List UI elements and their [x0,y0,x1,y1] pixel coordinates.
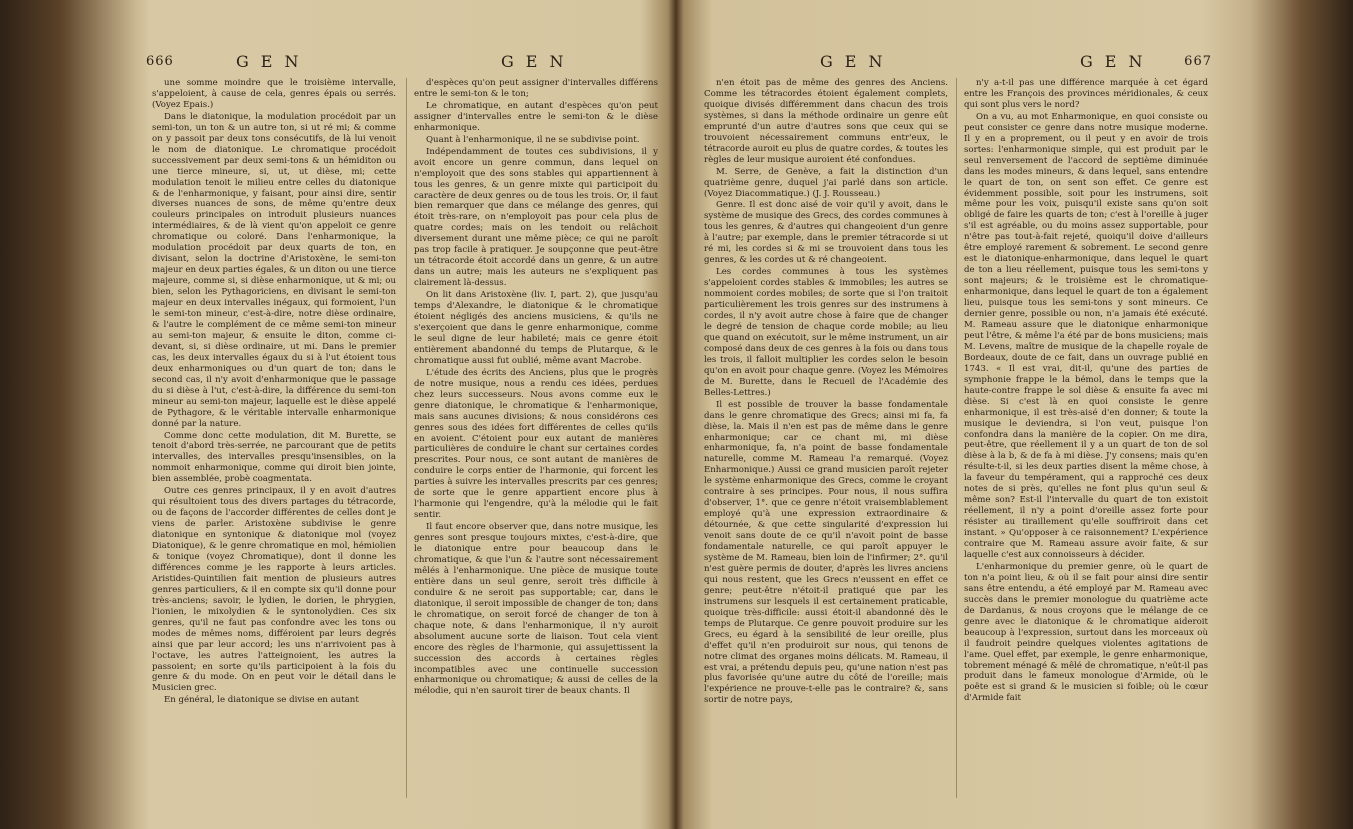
paragraph: Outre ces genres principaux, il y en avoit d'autres qui résultoient tous des divers partages du tétracorde, ou de façons de l'accorder différentes de celles dont je viens de parler. Aristoxène subdivise le genre diatonique en syntonique & diatonique mol (voyez Diatonique), & le genre chromatique en mol, hémiolien & tonique (voyez Chromatique), dont il donne les différences comme je les rapporte à leurs articles. Aristides-Quintilien fait mention de plusieurs autres genres particuliers, & il en compte six qu'il donne pour très-anciens; savoir, le lydien, le dorien, le phrygien, l'ionien, le mixolydien & le syntonolydien. Ces six genres, qu'il ne faut pas confondre avec les tons ou modes de mêmes noms, différoient par leurs degrés ainsi que par leur accord; les uns n'arrivoient pas à l'octave, les autres l'atteignoient, les autres la passoient; en sorte qu'ils participoient à la fois du genre & du mode. On en peut voir le détail dans le Musicien grec. [152,486,396,694]
paragraph: En général, le diatonique se divise en autant [164,695,359,706]
paragraph: Il faut encore observer que, dans notre musique, les genres sont presque toujours mixtes, c'est-à-dire, que le diatonique entre pour beaucoup dans le chromatique, & que l'un & l'autre sont nécessairement mêlés à l'enharmonique. Une pièce de musique toute entière dans un seul genre, seroit très difficile à conduire & ne seroit pas supportable; car, dans le diatonique, il seroit impossible de changer de ton; dans le chromatique, on seroit forcé de changer de ton à chaque note, & dans l'enharmonique, il n'y auroit absolument aucune sorte de liaison. Tout cela vient encore des règles de l'harmonie, qui assujettissent la succession des accords à certaines règles incompatibles avec une continuelle succession enharmonique ou chromatique; & aussi de celles de la mélodie, qui n'en sauroit tirer de beaux chants. Il [414,522,658,697]
paragraph: Les cordes communes à tous les systèmes s'appeloient cordes stables & immobiles; les autres se nommoient cordes mobiles; de sorte que si l'on traitoit particulièrement les trois genres sur des instrumens à cordes, il n'y avoit autre chose à faire que de changer le degré de tension de chaque corde mobile; au lieu que quand on exécutoit, sur le même instrument, un air composé dans deux de ces genres à la fois ou dans tous les trois, il falloit multiplier les cordes selon le besoin qu'on en avoit pour chaque genre. (Voyez les Mémoires de M. Burette, dans le Recueil de l'Académie des Belles-Lettres.) [704,267,948,398]
left-running-head-1: GEN [236,52,311,71]
column-divider [406,78,407,798]
paragraph: L'enharmonique du premier genre, où le quart de ton n'a point lieu, & où il se fait pour ainsi dire sentir sans être entendu, a été employé par M. Rameau avec succès dans le premier monologue du quatrième acte de Dardanus, & nous croyons que le mélange de ce genre avec le diatonique & le chromatique aideroit beaucoup à l'expression, surtout dans les morceaux où il faudroit peindre quelques violentes agitations de l'ame. Quel effet, par exemple, le genre enharmonique, tobrement ménagé & mêlé de chromatique, n'eût-il pas produit dans le fameux monologue d'Armide, où le poëte est si grand & le musicien si foible; où le cœur d'Armide fait [964,561,1208,704]
paragraph: Il est possible de trouver la basse fondamentale dans le genre chromatique des Grecs; ainsi mi fa, fa dièse, la. Mais il n'en est pas de même dans le genre enharmonique; car ce chant mi, mi dièse enharmonique, fa, n'a point de basse fondamentale naturelle, comme M. Rameau l'a remarqué. (Voyez Enharmonique.) Aussi ce grand musicien paroît rejeter le système enharmonique des Grecs, comme le croyant contraire à ses principes. Pour nous, il nous suffira d'observer, 1°. que ce genre n'étoit vraisemblablement employé qu'à une expression extraordinaire & détournée, & que cette singularité d'expression lui venoit sans doute de ce qu'il n'avoit point de basse fondamentale naturelle, ce qui paroît appuyer le système de M. Rameau, bien loin de l'infirmer; 2°. qu'il n'est guère permis de douter, d'après les livres anciens qui nous restent, que les Grecs n'eussent en effet ce genre; peut-être n'étoit-il pratiqué que par les instrumens sur lesquels il est certainement praticable, quoique très-difficile: aussi étoit-il abandonné dès le temps de Plutarque. Ce genre pouvoit produire sur les Grecs, eu égard à la sensibilité de leur oreille, plus d'effet qu'il n'en produiroit sur nous, qui tenons de notre climat des organes moins délicats. M. Rameau, il est vrai, a prétendu depuis peu, qu'une nation n'est pas plus favorisée qu'une autre du côté de l'oreille; mais l'expérience ne prouve-t-elle pas le contraire? &, sans sortir de notre pays, [704,399,948,706]
paragraph: M. Serre, de Genève, a fait la distinction d'un quatrième genre, duquel j'ai parlé dans son article. (Voyez Diacommatique.) (J. J. Rousseau.) [704,166,948,199]
paragraph: d'espèces qu'on peut assigner d'intervalles différens entre le semi-ton & le ton; [414,78,658,99]
paragraph: Quant à l'enharmonique, il ne se subdivise point. [426,134,640,145]
right-page-number: 667 [1184,54,1212,69]
paragraph: une somme moindre que le troisième intervalle, s'appeloient, à cause de cela, genres épais ou serrés. (Voyez Epais.) [152,78,396,110]
left-page [146,52,666,812]
paragraph: n'en étoit pas de même des genres des Anciens. Comme les tétracordes étoient également complets, quoique divisés différemment dans chacun des trois systèmes, si dans la méthode ordinaire un genre eût emprunté d'un autre d'autres sons que ceux qui se trouvoient nécessairement communs entr'eux, le tétracorde auroit eu plus de quatre cordes, & toutes les règles de leur musique auroient été confondues. [704,78,948,165]
paragraph: On a vu, au mot Enharmonique, en quoi consiste ou peut consister ce genre dans notre musique moderne. Il y en a proprement, ou il peut y en avoir de trois sortes: l'enharmonique simple, qui est produit par le seul renversement de l'accord de septième diminuée dans les modes mineurs, & dans lequel, sans entendre le quart de ton, on sent son effet. Ce genre est évidemment possible, soit pour les instrumens, soit même pour les voix, puisqu'il existe sans qu'on soit obligé de faire les quarts de ton; c'est à l'oreille à juger s'il est agréable, ou du moins assez supportable, pour n'être pas tout-à-fait rejeté, quoiqu'il doive d'ailleurs être employé rarement & sobrement. Le second genre est le diatonique-enharmonique, dans lequel le quart de ton a lieu réellement, puisque tous les semi-tons y sont majeurs; & le troisième est le chromatique-enharmonique, dans lequel le quart de ton a également lieu, puisque tous les semi-tons y sont mineurs. Ce dernier genre, possible ou non, n'a jamais été exécuté. M. Rameau assure que le diatonique enharmonique peut l'être, & même l'a été par de bons musiciens; mais M. Levens, maître de musique de la chapelle royale de Bordeaux, doute de ce fait, dans un ouvrage publié en 1743. « Il est vrai, dit-il, qu'une des parties de symphonie frappe le la bémol, dans le temps que la haute-contre frappe le sol dièse & ensuite fa avec mi dièse. Si c'est là en quoi consiste le genre enharmonique, il est très-aisé d'en donner; & toute la musique le deviendra, si l'on veut, puisque l'on confondra dans la manière de la copier. On me dira, peut-être, que réellement il y a un quart de ton de sol dièse à la b, & de fa à mi dièse. J'y consens; mais qu'en résulte-t-il, si les deux parties disent la même chose, à la faveur du tempérament, qui a rapproché ces deux notes de si près, qu'elles ne font plus qu'un seul & même son? Est-il l'intervalle du quart de ton existoit réellement, il n'y a point d'oreille assez forte pour résister au tiraillement qu'elle souffriroit dans cet instant. » Qu'opposer à ce raisonnement? L'expérience contraire que M. Rameau assure avoir faite, & sur laquelle c'est aux connoisseurs à décider. [964,111,1208,560]
left-column-1 [152,78,396,808]
left-page-number: 666 [146,54,174,69]
right-column-1 [704,78,948,808]
column-divider [956,78,957,798]
paragraph: Indépendamment de toutes ces subdivisions, il y avoit encore un genre commun, dans lequel on n'employoit que des sons stables qui appartiennent à tous les genres, & un genre mixte qui participoit du caractère de deux genres ou de tous les trois. Or, il faut bien remarquer que dans ce mélange des genres, qui étoit très-rare, on n'employoit pas pour cela plus de quatre cordes; mais on les tendoit ou relâchoit diversement durant une même pièce; ce qui ne paroît pas trop facile à pratiquer. Je soupçonne que peut-être un tétracorde étoit accordé dans un genre, & un autre dans un autre; mais les auteurs ne s'expliquent pas clairement là-dessus. [414,146,658,289]
left-column-2 [414,78,658,808]
paragraph: L'étude des écrits des Anciens, plus que le progrès de notre musique, nous a rendu ces idées, perdues chez leurs successeurs. Nous avons comme eux le genre diatonique, le chromatique & l'enharmonique, mais sans aucunes divisions; & nous considérons ces genres sous des idées fort différentes de celles qu'ils en avoient. C'étoient pour eux autant de manières particulières de conduire le chant sur certaines cordes prescrites. Pour nous, ce sont autant de manières de conduire le corps entier de l'harmonie, qui forcent les parties à suivre les intervalles prescrits par ces genres; de sorte que le genre appartient encore plus à l'harmonie qui l'engendre, qu'à la mélodie qui le fait sentir. [414,367,658,521]
left-running-head-2: GEN [501,52,576,71]
right-column-2 [964,78,1208,808]
right-page [700,52,1212,812]
right-running-head-2: GEN [1080,52,1155,71]
paragraph: On lit dans Aristoxène (liv. I, part. 2), que jusqu'au temps d'Alexandre, le diatonique & le chromatique étoient négligés des anciens musiciens, & qu'ils ne s'exerçoient que dans le genre enharmonique, comme le seul digne de leur habileté; mais ce genre étoit entièrement abandonné du temps de Plutarque, & le chromatique aussi fut oublié, même avant Macrobe. [414,290,658,366]
paragraph: Le chromatique, en autant d'espèces qu'on peut assigner d'intervalles entre le semi-ton & le dièse enharmonique. [414,100,658,133]
right-running-head-1: GEN [820,52,895,71]
paragraph: n'y a-t-il pas une différence marquée à cet égard entre les François des provinces méridionales, & ceux qui sont plus vers le nord? [964,78,1208,110]
paragraph: Comme donc cette modulation, dit M. Burette, se tenoit d'abord très-serrée, ne parcourant que de petits intervalles, des intervalles presqu'insensibles, on la nommoit enharmonique, comme qui diroit bien jointe, bien assemblée, probè coagmentata. [152,430,396,485]
paragraph: Genre. Il est donc aisé de voir qu'il y avoit, dans le système de musique des Grecs, des cordes communes à tous les genres, & d'autres qui changeoient d'un genre à l'autre; par exemple, dans le premier tétracorde si ut ré mi, les cordes si & mi se trouvoient dans tous les genres, & les cordes ut & ré changeoient. [704,200,948,266]
paragraph: Dans le diatonique, la modulation procédoit par un semi-ton, un ton & un autre ton, si ut ré mi; & comme on y passoit par deux tons consécutifs, de là lui venoit le nom de diatonique. Le chromatique procédoit successivement par deux semi-tons & un hémiditon ou une tierce mineure, si, ut, ut dièse, mi; cette modulation tenoit le milieu entre celles du diatonique & de l'enharmonique, y faisant, pour ainsi dire, sentir diverses nuances de sons, de même qu'entre deux couleurs principales on introduit plusieurs nuances intermédiaires, & de là vient qu'on appeloit ce genre chromatique ou coloré. Dans l'enharmonique, la modulation procédoit par deux quarts de ton, en divisant, selon la doctrine d'Aristoxène, le semi-ton majeur en deux parties égales, & un diton ou une tierce majeure, comme si, si dièse enharmonique, ut & mi; ou bien, selon les Pythagoriciens, en divisant le semi-ton majeur en deux intervalles inégaux, qui formoient, l'un le semi-ton mineur, c'est-à-dire, notre dièse ordinaire, & l'autre le complément de ce même semi-ton mineur au semi-ton majeur, & ensuite le diton, comme ci-devant, si, si dièse ordinaire, ut mi. Dans le premier cas, les deux intervalles égaux du si à l'ut étoient tous deux enharmoniques ou d'un quart de ton; dans le second cas, il n'y avoit d'enharmonique que le passage du si dièse à l'ut, c'est-à-dire, la différence du semi-ton mineur au semi-ton majeur, laquelle est le dièse appelé de Pythagore, & le véritable intervalle enharmonique donné par la nature. [152,111,396,429]
